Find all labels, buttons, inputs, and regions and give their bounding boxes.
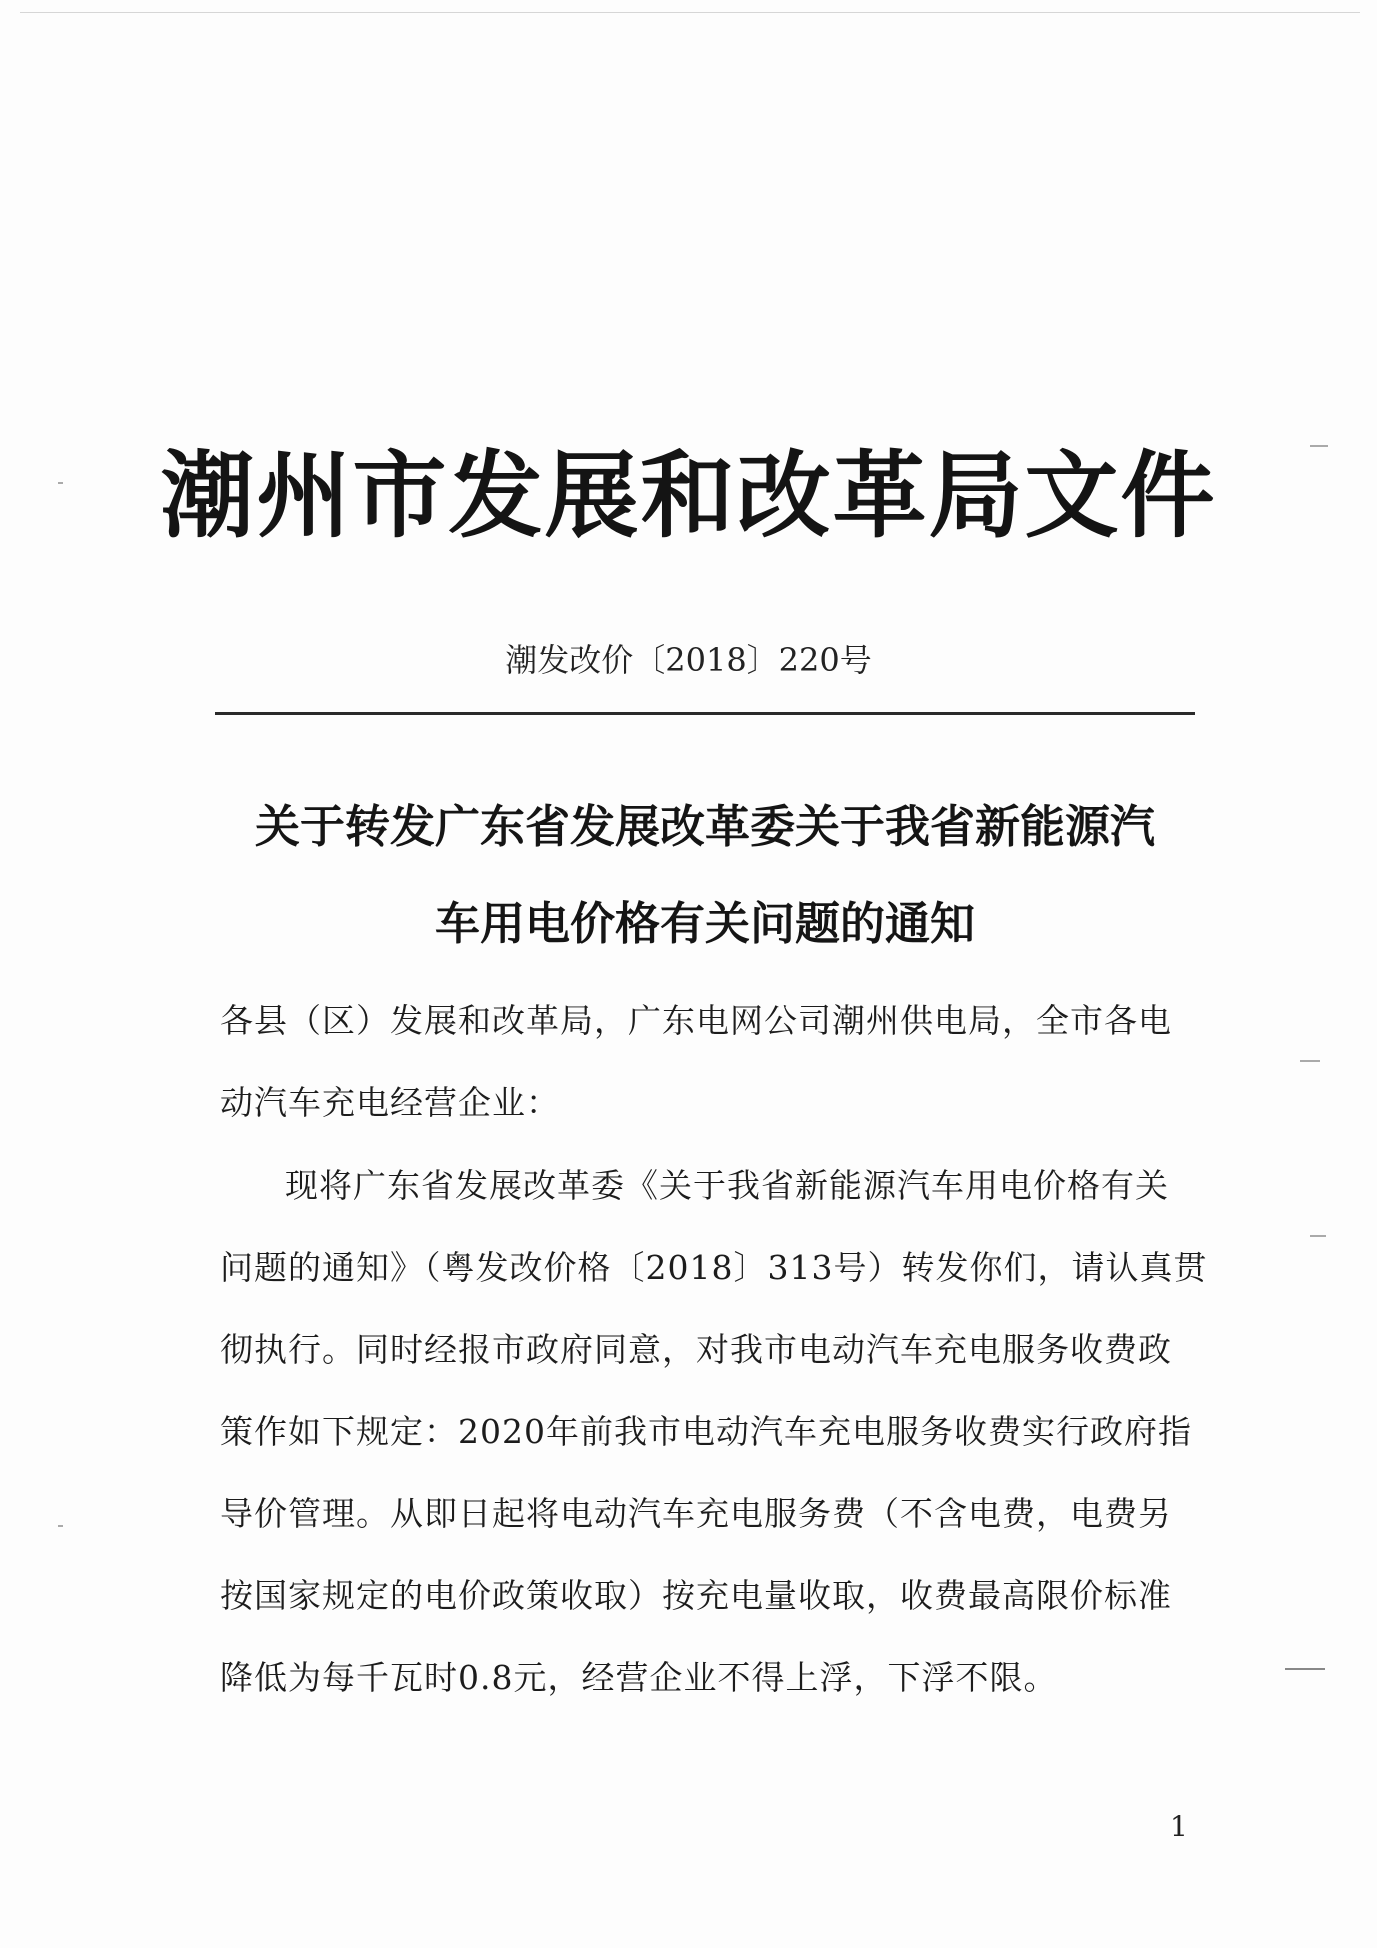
addressee-line-1: 各县（区）发展和改革局，广东电网公司潮州供电局，全市各电: [220, 1001, 1172, 1040]
body-line-5: 导价管理。从即日起将电动汽车充电服务费（不含电费，电费另: [220, 1494, 1172, 1533]
header-divider: [215, 712, 1195, 715]
notice-title-line-2: 车用电价格有关问题的通知: [434, 897, 975, 950]
masthead-title: 潮州市发展和改革局文件: [160, 441, 1217, 551]
scan-edge-line: [20, 12, 1360, 13]
body-line-1: 现将广东省发展改革委《关于我省新能源汽车用电价格有关: [285, 1166, 1169, 1205]
body-line-4: 策作如下规定：2020年前我市电动汽车充电服务收费实行政府指: [220, 1412, 1192, 1451]
addressee-line-2: 动汽车充电经营企业：: [220, 1083, 560, 1122]
body-line-3: 彻执行。同时经报市政府同意，对我市电动汽车充电服务收费政: [220, 1330, 1172, 1369]
scan-speck: [1285, 1668, 1325, 1670]
scan-speck: [1310, 445, 1328, 447]
notice-title-line-1: 关于转发广东省发展改革委关于我省新能源汽: [254, 800, 1155, 853]
body-line-7: 降低为每千瓦时0.8元，经营企业不得上浮，下浮不限。: [220, 1658, 1058, 1697]
scan-speck: [58, 482, 63, 484]
scan-speck: [58, 1525, 63, 1527]
document-number: 潮发改价〔2018〕220号: [505, 641, 872, 679]
scan-speck: [1300, 1060, 1320, 1062]
page-number: 1: [1170, 1810, 1188, 1843]
body-line-2: 问题的通知》（粤发改价格〔2018〕313号）转发你们，请认真贯: [220, 1248, 1208, 1287]
body-line-6: 按国家规定的电价政策收取）按充电量收取，收费最高限价标准: [220, 1576, 1172, 1615]
scan-speck: [1310, 1235, 1326, 1237]
